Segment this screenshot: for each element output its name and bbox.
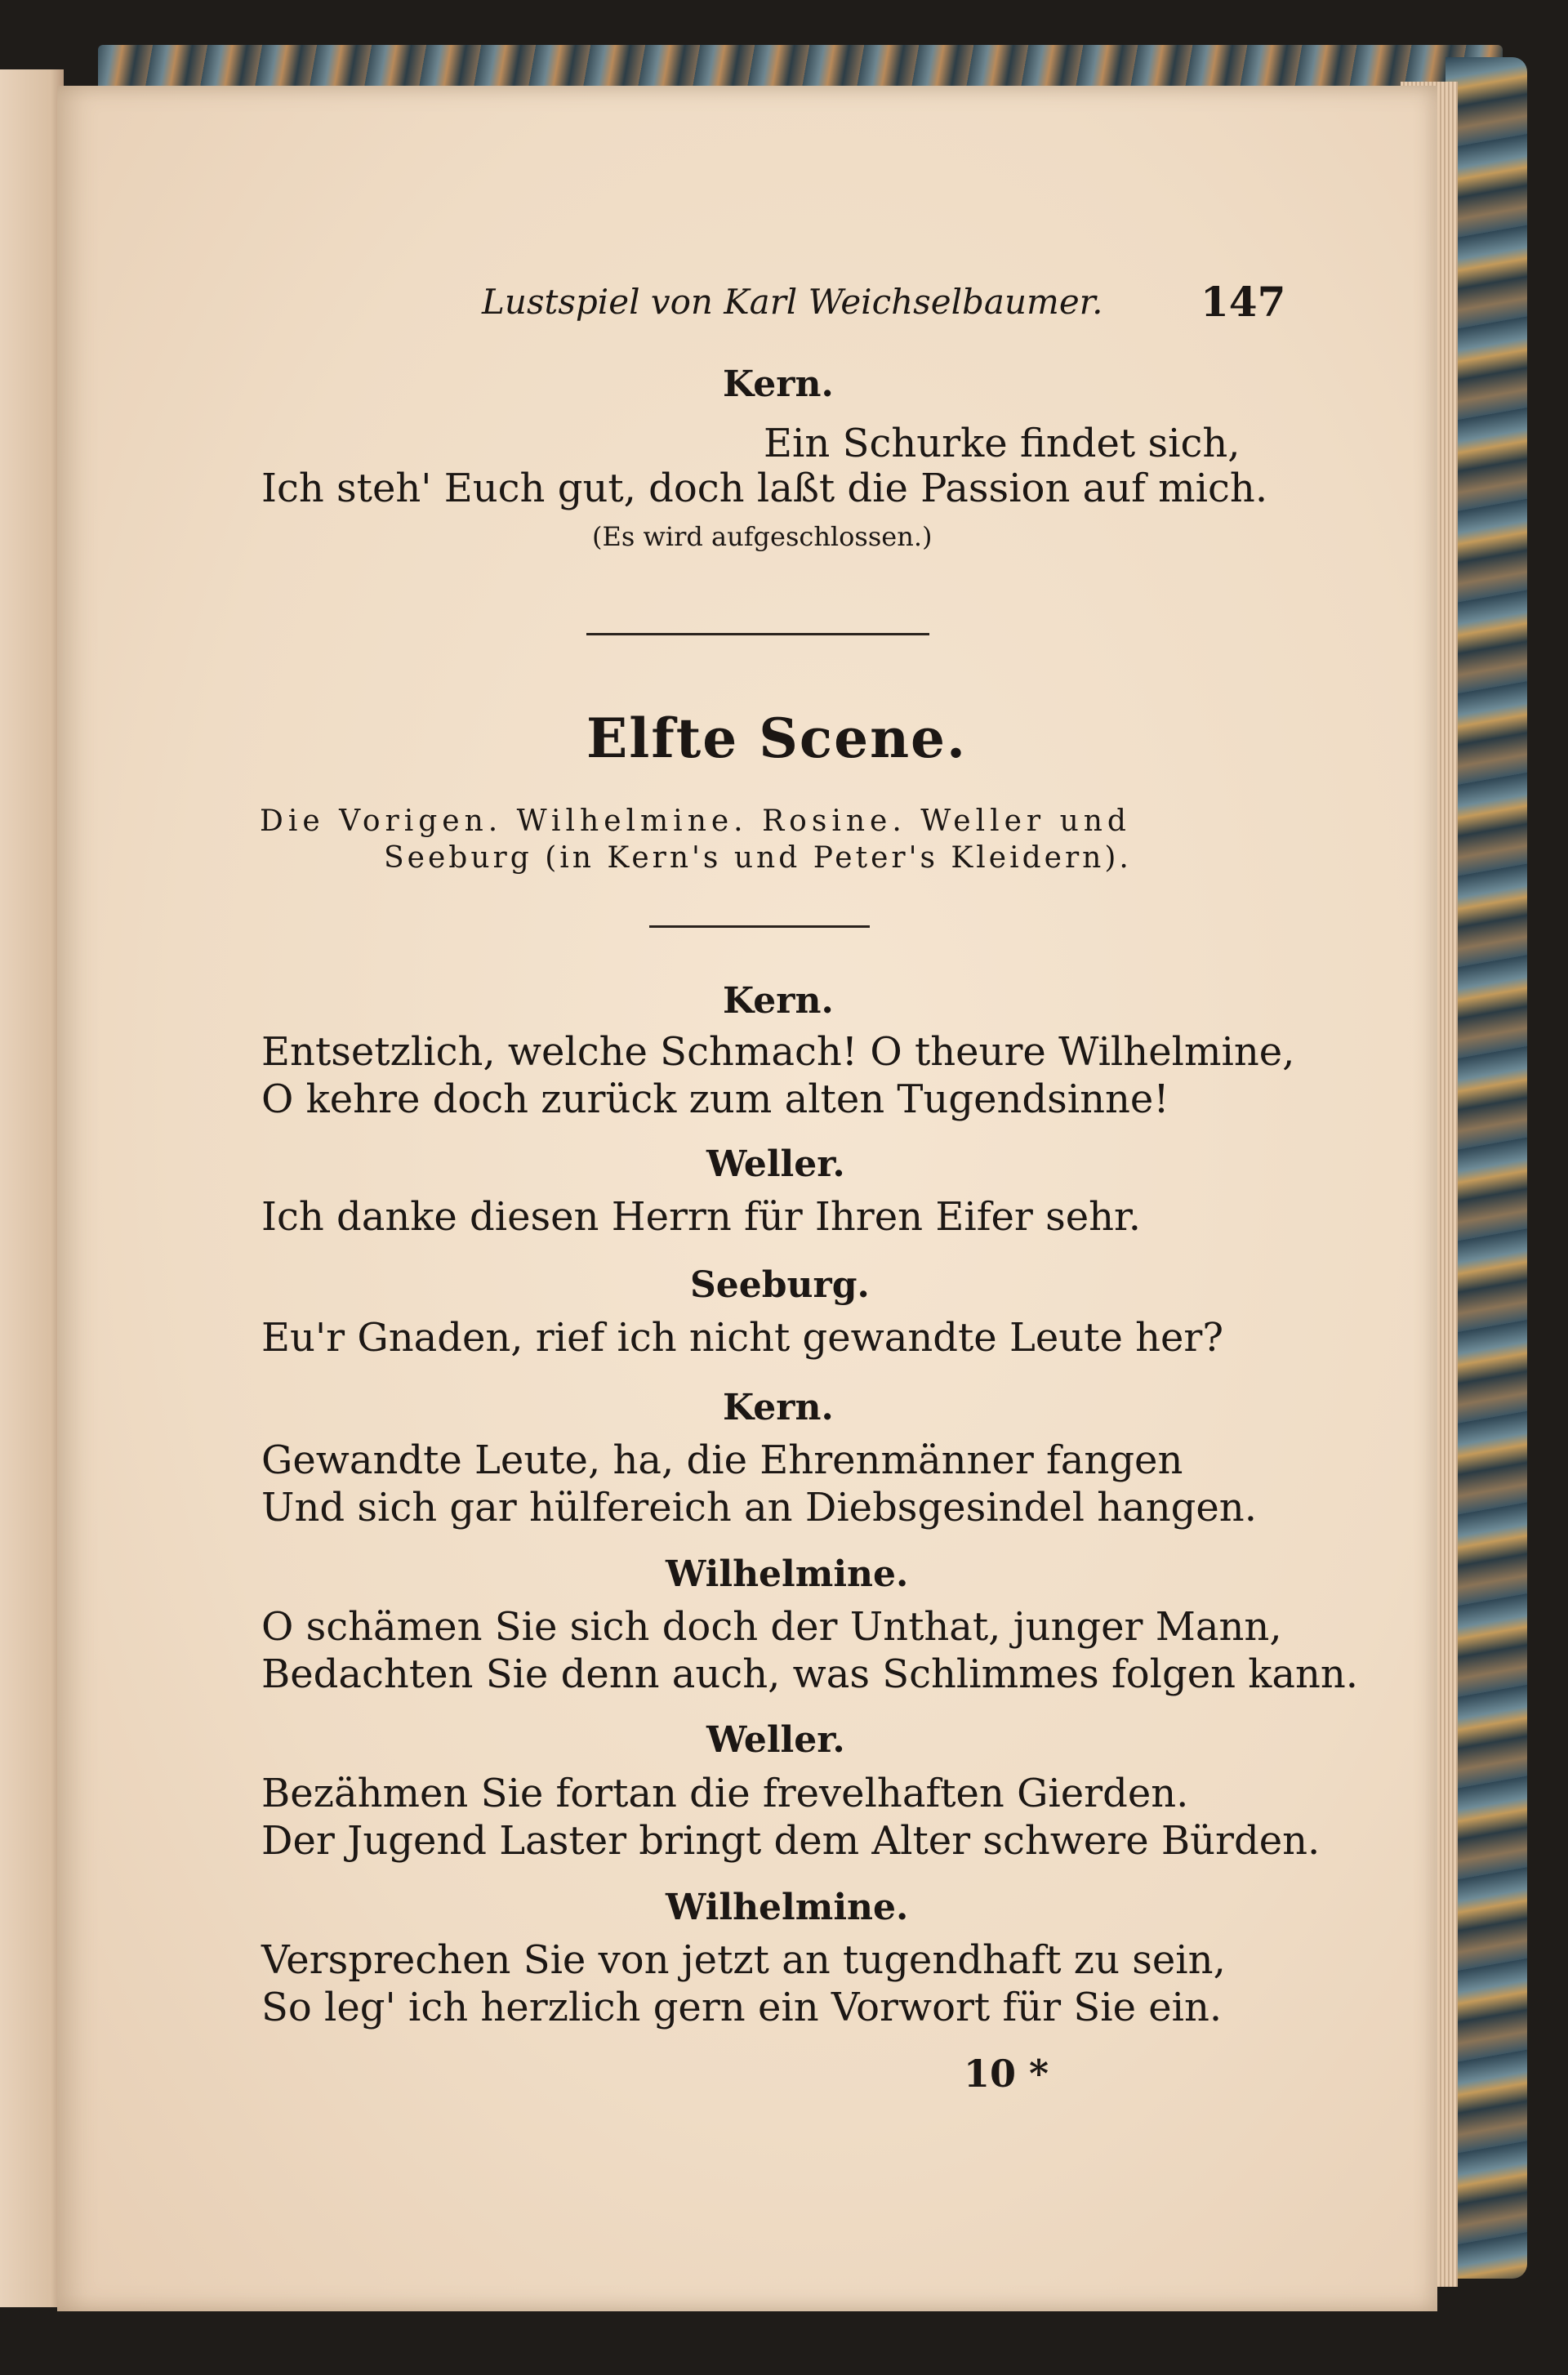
stage-direction: (Es wird aufgeschlossen.): [592, 521, 933, 552]
speaker-name: Wilhelmine.: [666, 1887, 909, 1928]
verse-line: So leg' ich herzlich gern ein Vorwort für Sie ein.: [261, 1985, 1223, 2030]
verse-line: Entsetzlich, welche Schmach! O theure Wilhelmine,: [261, 1029, 1295, 1075]
speaker-name: Kern.: [723, 363, 834, 405]
marbled-cover-right: [1446, 57, 1527, 2279]
cast-list-line: Seeburg (in Kern's und Peter's Kleidern).: [384, 841, 1132, 875]
verse-line: O schämen Sie sich doch der Unthat, junger Mann,: [261, 1604, 1282, 1650]
running-title: Lustspiel von Karl Weichselbaumer.: [482, 282, 1103, 322]
section-rule: [649, 925, 870, 928]
section-rule: [586, 633, 929, 635]
cast-list-line: Die Vorigen. Wilhelmine. Rosine. Weller und: [260, 804, 1131, 838]
verse-line: Bezähmen Sie fortan die frevelhaften Gierden.: [261, 1771, 1189, 1816]
verse-line: Eu'r Gnaden, rief ich nicht gewandte Leute her?: [261, 1315, 1224, 1361]
scene-title: Elfte Scene.: [586, 706, 968, 770]
verse-line: Bedachten Sie denn auch, was Schlimmes folgen kann.: [261, 1651, 1359, 1697]
signature-mark: 10 *: [964, 2052, 1049, 2096]
verse-line: Versprechen Sie von jetzt an tugendhaft zu sein,: [261, 1937, 1226, 1983]
verse-line: O kehre doch zurück zum alten Tugendsinne!: [261, 1076, 1169, 1122]
left-page-edge: [0, 69, 64, 2307]
verse-line: Gewandte Leute, ha, die Ehrenmänner fangen: [261, 1437, 1183, 1483]
page-number: 147: [1200, 278, 1286, 326]
speaker-name: Kern.: [723, 980, 834, 1022]
verse-line: Ich steh' Euch gut, doch laßt die Passion auf mich.: [261, 466, 1268, 511]
verse-line: Ich danke diesen Herrn für Ihren Eifer sehr.: [261, 1194, 1141, 1240]
verse-line: Ein Schurke findet sich,: [764, 421, 1241, 466]
verse-line: Der Jugend Laster bringt dem Alter schwere Bürden.: [261, 1818, 1321, 1864]
speaker-name: Kern.: [723, 1387, 834, 1428]
verse-line: Und sich gar hülfereich an Diebsgesindel hangen.: [261, 1485, 1257, 1531]
speaker-name: Weller.: [706, 1719, 845, 1761]
speaker-name: Weller.: [706, 1143, 845, 1185]
speaker-name: Wilhelmine.: [666, 1553, 909, 1595]
speaker-name: Seeburg.: [690, 1264, 870, 1306]
